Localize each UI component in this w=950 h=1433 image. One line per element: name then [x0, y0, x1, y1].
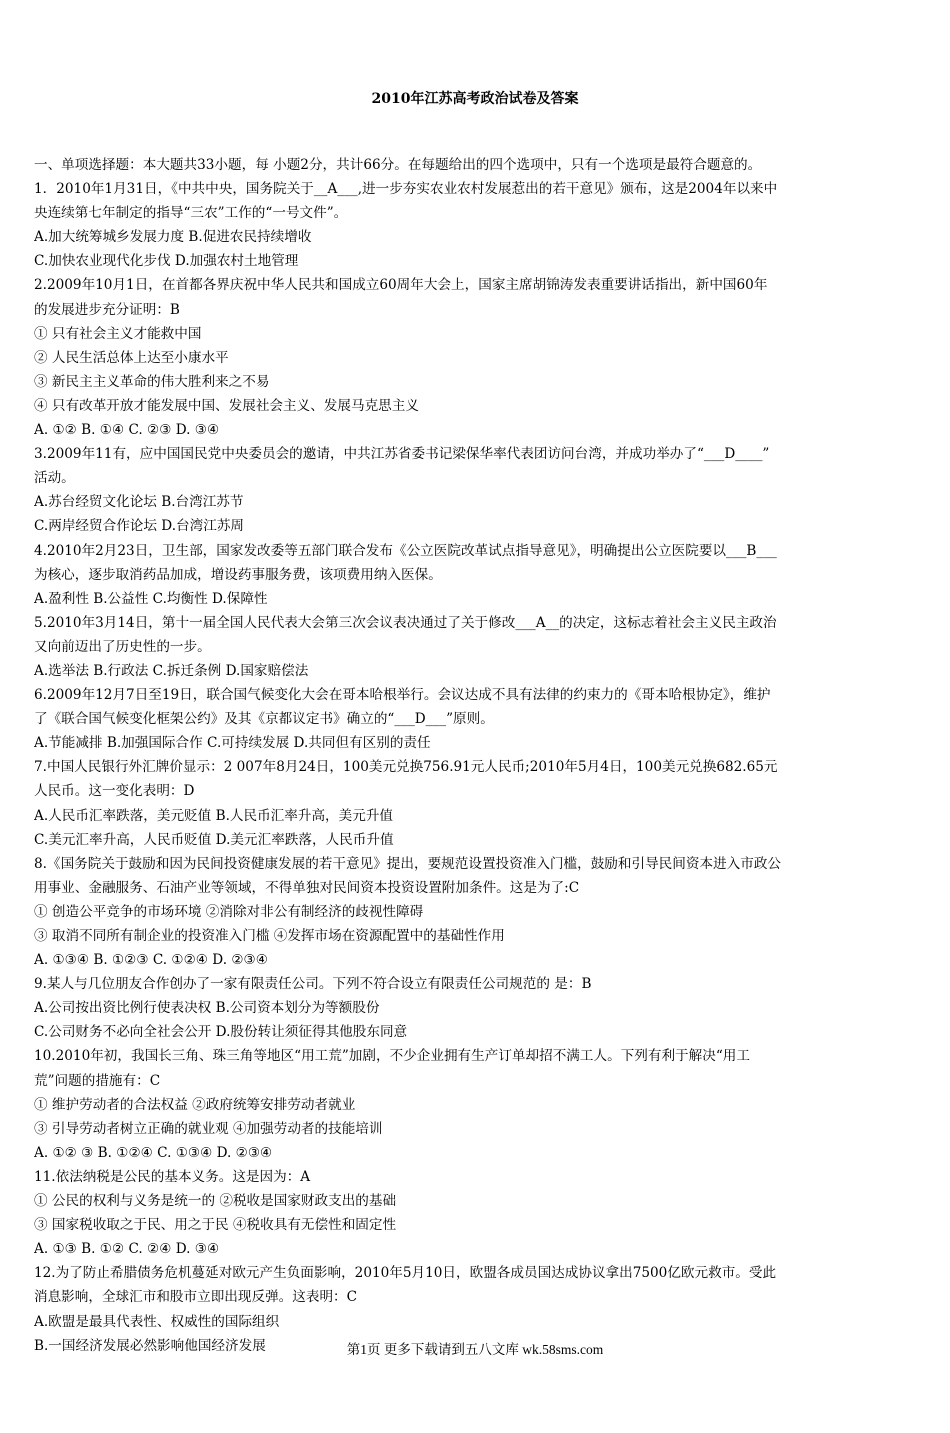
text-line: A.盈利性 B.公益性 C.均衡性 D.保障性 — [34, 590, 268, 607]
text-line: 活动。 — [34, 470, 75, 487]
text-line: 9.某人与几位朋友合作创办了一家有限责任公司。下列不符合设立有限责任公司规范的 是：B — [34, 976, 592, 993]
text-line: 一、单项选择题：本大题共33小题，每 小题2分，共计66分。在每题给出的四个选项中，只有一个选项是最符合题意的。 — [34, 157, 762, 173]
text-line: 的发展进步充分证明：B — [34, 301, 180, 318]
text-line: 了《联合国气候变化框架公约》及其《京都议定书》确立的“___D___”原则。 — [34, 711, 494, 728]
text-line: ③ 新民主主义革命的伟大胜利来之不易 — [34, 373, 270, 390]
text-line: A.欧盟是最具代表性、权威性的国际组织 — [34, 1313, 280, 1330]
text-line: C.加快农业现代化步伐 D.加强农村土地管理 — [34, 253, 299, 270]
text-line: 10.2010年初，我国长三角、珠三角等地区“用工荒”加剧，不少企业拥有生产订单却招不满工人。下列有利于解决“用工 — [34, 1048, 750, 1065]
text-line: 4.2010年2月23日，卫生部，国家发改委等五部门联合发布《公立医院改革试点指导意见》，明确提出公立医院要以___B___ — [34, 542, 777, 559]
page-title: 2010年江苏高考政治试卷及答案 — [371, 91, 579, 107]
text-line: 1．2010年1月31日，《中共中央，国务院关于__A___,进一步夯实农业农村发展惹出的若干意见》颁布，这是2004年以来中 — [34, 181, 778, 198]
text-line: ① 创造公平竞争的市场环境 ②消除对非公有制经济的歧视性障碍 — [34, 903, 424, 920]
text-line: 2.2009年10月1日，在首都各界庆祝中华人民共和国成立60周年大会上，国家主席胡锦涛发表重要讲话指出，新中国60年 — [34, 277, 768, 294]
text-line: 6.2009年12月7日至19日，联合国气候变化大会在哥本哈根举行。会议达成不具有法律的约束力的《哥本哈根协定》，维护 — [34, 687, 771, 704]
text-line: A.公司按出资比例行使表决权 B.公司资本划分为等额股份 — [34, 1000, 380, 1017]
text-line: C.两岸经贸合作论坛 D.台湾江苏周 — [34, 518, 245, 535]
text-line: ① 公民的权利与义务是统一的 ②税收是国家财政支出的基础 — [34, 1193, 397, 1210]
text-line: ③ 取消不同所有制企业的投资准入门槛 ④发挥市场在资源配置中的基础性作用 — [34, 928, 505, 944]
page-footer: 第1页 更多下载请到五八文库 wk.58sms.com — [346, 1342, 604, 1357]
text-line: A.苏台经贸文化论坛 B.台湾江苏节 — [34, 494, 244, 511]
text-line: ③ 国家税收取之于民、用之于民 ④税收具有无偿性和固定性 — [34, 1217, 397, 1234]
text-line: ① 只有社会主义才能救中国 — [34, 325, 202, 342]
text-line: A. ①③④ B. ①②③ C. ①②④ D. ②③④ — [34, 952, 268, 969]
text-line: 12.为了防止希腊债务危机蔓延对欧元产生负面影响，2010年5月10日，欧盟各成员国达成协议拿出7500亿欧元救市。受此 — [34, 1265, 777, 1282]
text-line: A.人民币汇率跌落，美元贬值 B.人民币汇率升高，美元升值 — [34, 807, 394, 824]
text-line: ② 人民生活总体上达至小康水平 — [34, 349, 229, 366]
text-line: 又向前迈出了历史性的一步。 — [34, 638, 211, 655]
text-line: A. ①② B. ①④ C. ②③ D. ③④ — [34, 422, 220, 439]
text-line: A.选举法 B.行政法 C.拆迁条例 D.国家赔偿法 — [34, 662, 309, 679]
text-line: 用事业、金融服务、石油产业等领域，不得单独对民间资本投资设置附加条件。这是为了:C — [34, 879, 580, 896]
document-body — [34, 153, 916, 1358]
text-line: C.美元汇率升高，人民币贬值 D.美元汇率跌落，人民币升值 — [34, 831, 394, 848]
text-line: 荒”问题的措施有：C — [34, 1072, 161, 1089]
text-line: 央连续第七年制定的指导“三农”工作的“一号文件”。 — [34, 205, 348, 222]
text-line: A. ①③ B. ①② C. ②④ D. ③④ — [34, 1241, 220, 1258]
text-line: B.一国经济发展必然影响他国经济发展 — [34, 1337, 266, 1354]
text-line: 为核心，逐步取消药品加成，增设药事服务费，该项费用纳入医保。 — [34, 566, 442, 583]
text-line: 5.2010年3月14日，第十一届全国人民代表大会第三次会议表决通过了关于修改___A__的决定，这标志着社会主义民主政治 — [34, 614, 777, 631]
text-line: 消息影响，全球汇市和股市立即出现反弹。这表明：C — [34, 1289, 358, 1306]
text-line: 3.2009年11有，应中国国民党中央委员会的邀请，中共江苏省委书记梁保华率代表团访问台湾，并成功举办了“___D____” — [34, 446, 770, 463]
text-line: A.加大统筹城乡发展力度 B.促进农民持续增收 — [34, 229, 312, 246]
text-line: ③ 引导劳动者树立正确的就业观 ④加强劳动者的技能培训 — [34, 1120, 383, 1137]
text-line: ① 维护劳动者的合法权益 ②政府统筹安排劳动者就业 — [34, 1096, 356, 1113]
text-line: 8.《国务院关于鼓励和因为民间投资健康发展的若干意见》提出，要规范设置投资准入门槛，鼓励和引导民间资本进入市政公 — [34, 855, 782, 872]
text-line: C.公司财务不必向全社会公开 D.股份转让须征得其他股东同意 — [34, 1024, 408, 1041]
text-line: 人民币。这一变化表明：D — [34, 783, 195, 800]
text-line: ④ 只有改革开放才能发展中国、发展社会主义、发展马克思主义 — [34, 397, 419, 414]
text-line: A. ①② ③ B. ①②④ C. ①③④ D. ②③④ — [34, 1144, 273, 1161]
text-line: 11.依法纳税是公民的基本义务。这是因为：A — [34, 1168, 311, 1185]
text-line: A.节能减排 B.加强国际合作 C.可持续发展 D.共同但有区别的责任 — [34, 735, 431, 752]
text-line: 7.中国人民银行外汇牌价显示：2 007年8月24日，100美元兑换756.91元人民币;2010年5月4日，100美元兑换682.65元 — [34, 759, 778, 776]
